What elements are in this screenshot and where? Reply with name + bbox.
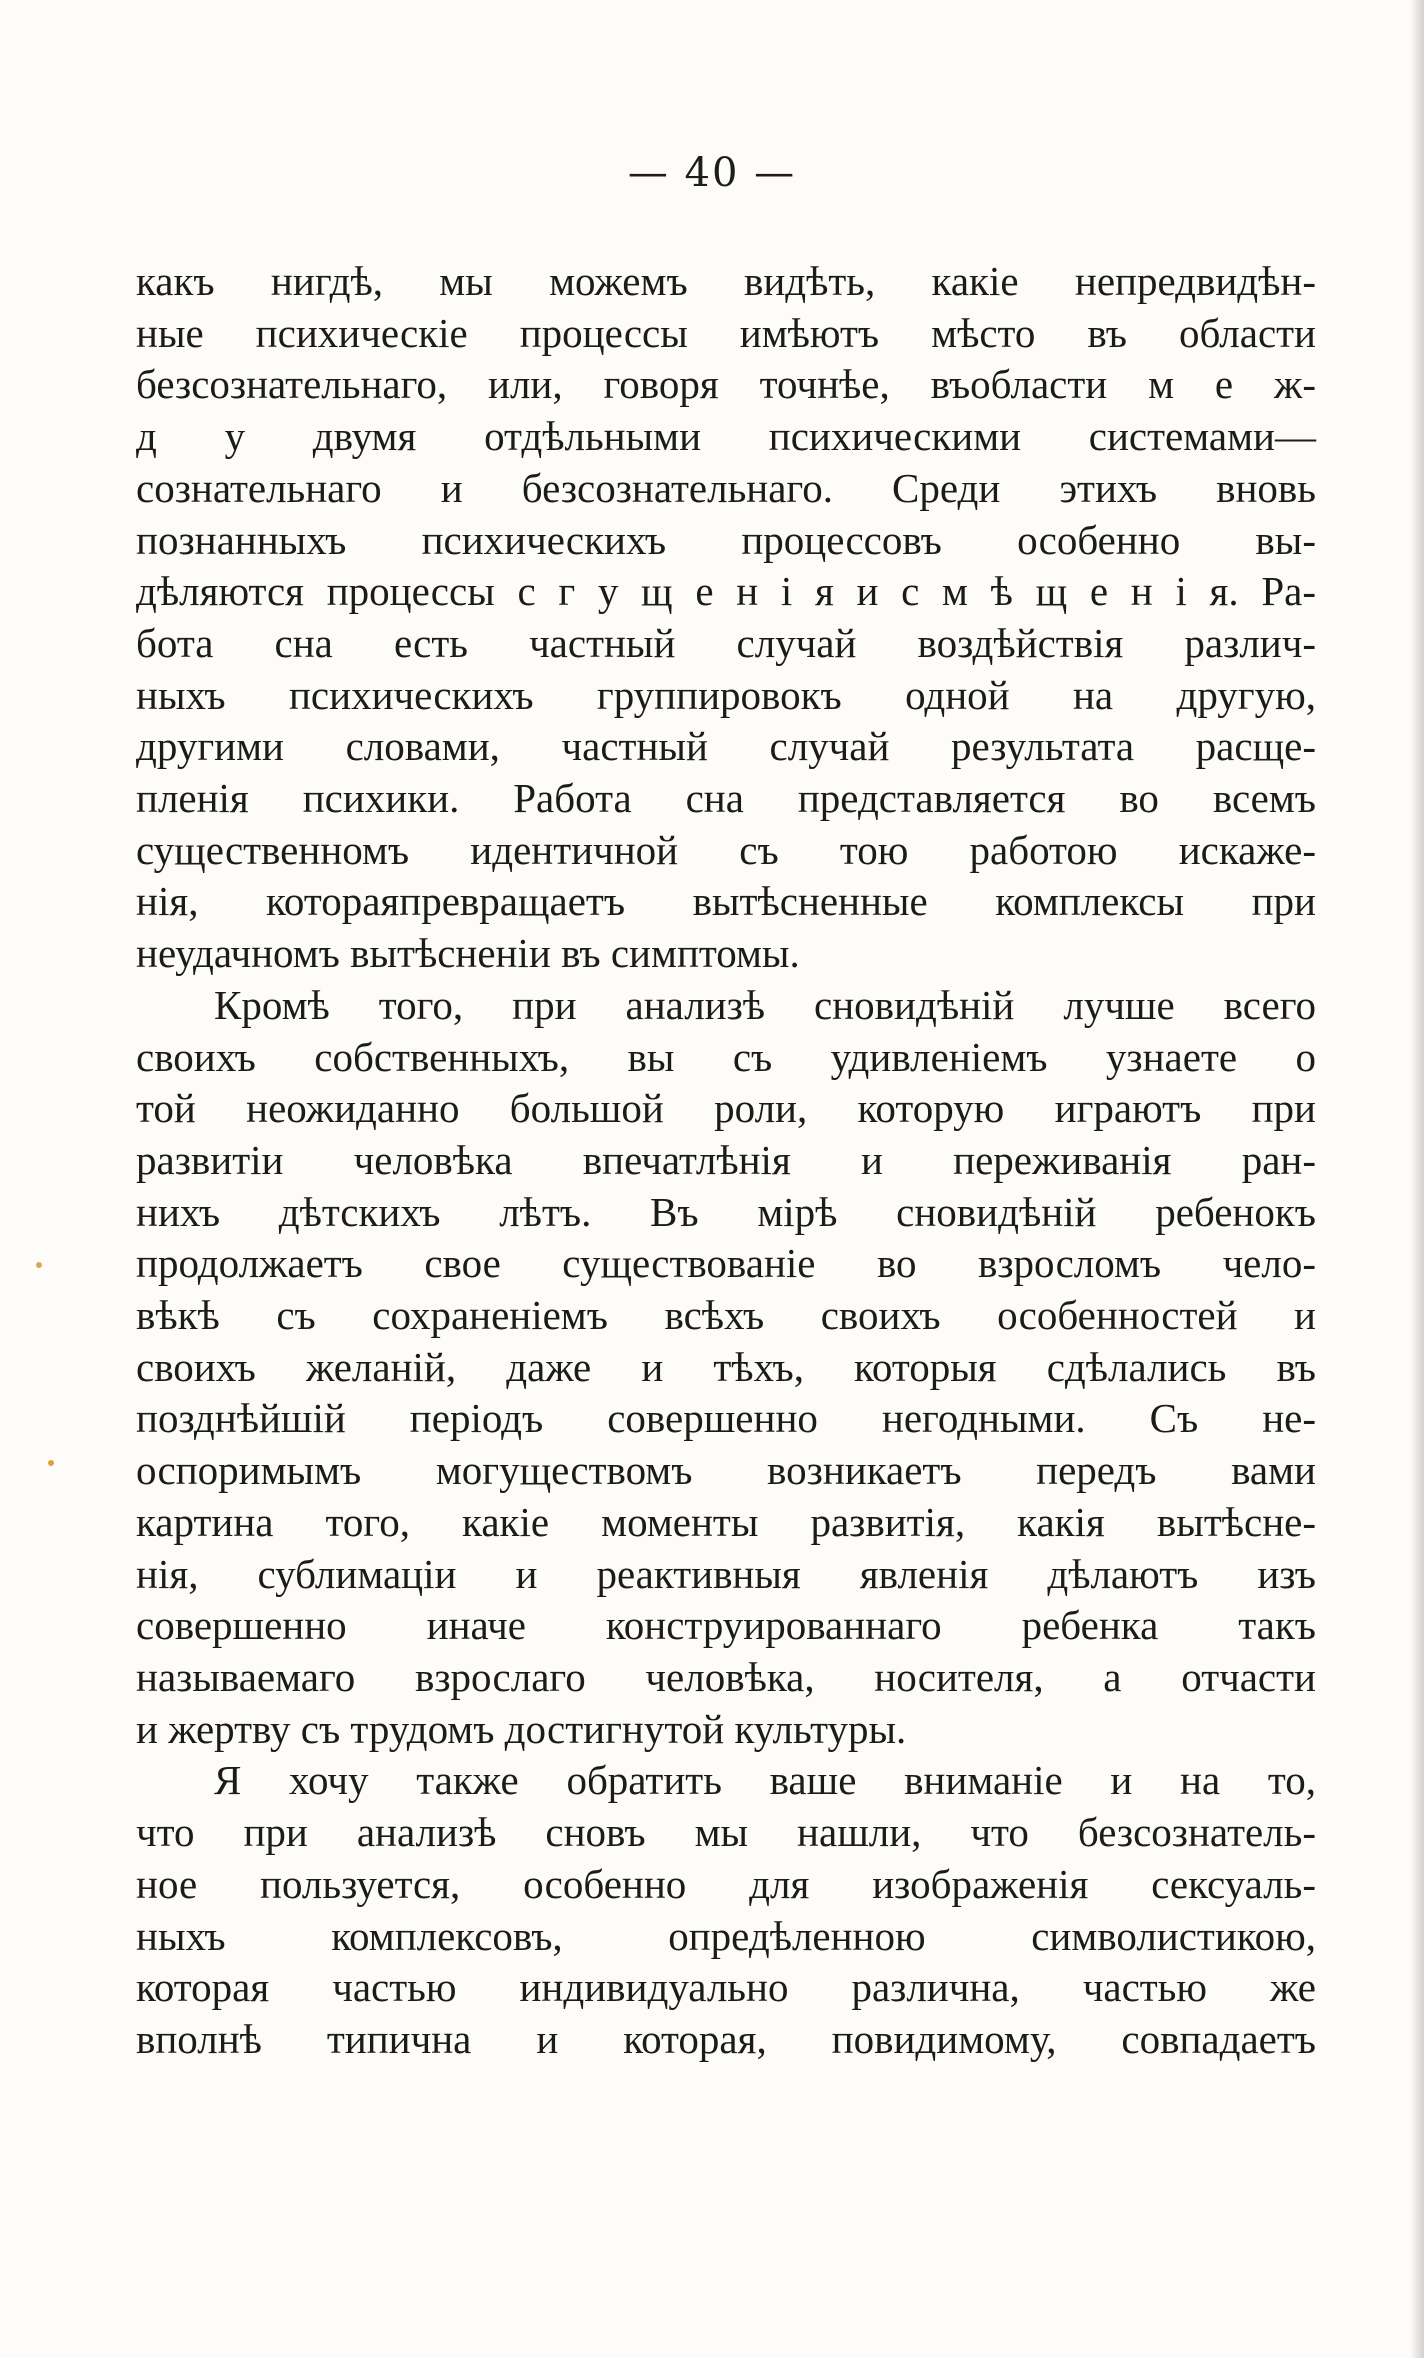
text-line: ныхъ психическихъ группировокъ одной на другую, xyxy=(136,671,1316,718)
paragraph-1 xyxy=(136,256,1316,980)
text-line: позднѣйшій періодъ совершенно негодными. Съ не- xyxy=(136,1395,1316,1442)
text-line: совершенно иначе конструированнаго ребенка такъ xyxy=(136,1602,1316,1649)
text-line: существенномъ идентичной съ тою работою искаже- xyxy=(136,826,1316,873)
text-line: пленія психики. Работа сна представляется во всемъ xyxy=(136,775,1316,822)
text-line: которая частью индивидуально различна, частью же xyxy=(136,1964,1316,2011)
text-line: бота сна есть частный случай воздѣйствія различ- xyxy=(136,619,1316,666)
page-number: — 40 — xyxy=(627,150,797,196)
text-line: своихъ собственныхъ, вы съ удивленіемъ узнаете о xyxy=(136,1033,1316,1080)
ink-speck xyxy=(36,1262,42,1268)
text-line: ное пользуется, особенно для изображенія сексуаль- xyxy=(136,1860,1316,1907)
text-line: что при анализѣ сновъ мы нашли, что безсознатель- xyxy=(136,1809,1316,1856)
text-line: нія, котораяпревращаетъ вытѣсненные комплексы при xyxy=(136,878,1316,925)
page-edge-shadow xyxy=(1410,0,1424,2358)
text-line: познанныхъ психическихъ процессовъ особенно вы- xyxy=(136,516,1316,563)
text-line: ные психическіе процессы имѣютъ мѣсто въ области xyxy=(136,309,1316,356)
text-line: той неожиданно большой роли, которую играютъ при xyxy=(136,1085,1316,1132)
ink-speck xyxy=(48,1460,54,1466)
body-text xyxy=(136,256,1316,2066)
text-line: вполнѣ типична и которая, повидимому, совпадаетъ xyxy=(136,2015,1316,2062)
text-line: нихъ дѣтскихъ лѣтъ. Въ мірѣ сновидѣній ребенокъ xyxy=(136,1188,1316,1235)
text-line: другими словами, частный случай результата расще- xyxy=(136,723,1316,770)
paragraph-2 xyxy=(136,980,1316,1756)
text-line: оспоримымъ могуществомъ возникаетъ передъ вами xyxy=(136,1447,1316,1494)
text-line: безсознательнаго, или, говоря точнѣе, въобласти м е ж- xyxy=(136,361,1316,408)
text-line: ныхъ комплексовъ, опредѣленною символистикою, xyxy=(136,1912,1316,1959)
text-line: дѣляются процессы с г у щ е н і я и с м ѣ щ е н і я. Ра- xyxy=(136,568,1316,615)
text-line: Кромѣ того, при анализѣ сновидѣній лучше всего xyxy=(214,981,1316,1028)
text-line: и жертву съ трудомъ достигнутой культуры. xyxy=(136,1705,907,1752)
text-line: неудачномъ вытѣсненіи въ симптомы. xyxy=(136,930,800,977)
text-line: вѣкѣ съ сохраненіемъ всѣхъ своихъ особенностей и xyxy=(136,1292,1316,1339)
text-line: д у двумя отдѣльными психическими системами— xyxy=(136,413,1316,460)
text-line: сознательнаго и безсознательнаго. Среди этихъ вновь xyxy=(136,464,1316,511)
text-line: развитіи человѣка впечатлѣнія и переживанія ран- xyxy=(136,1136,1316,1183)
text-line: нія, сублимаціи и реактивныя явленія дѣлаютъ изъ xyxy=(136,1550,1316,1597)
text-line: картина того, какіе моменты развитія, какія вытѣсне- xyxy=(136,1498,1316,1545)
text-line: называемаго взрослаго человѣка, носителя, а отчасти xyxy=(136,1653,1316,1700)
text-line: своихъ желаній, даже и тѣхъ, которыя сдѣлались въ xyxy=(136,1343,1316,1390)
text-line: какъ нигдѣ, мы можемъ видѣть, какіе непредвидѣн- xyxy=(136,258,1316,304)
paragraph-3 xyxy=(136,1755,1316,2065)
text-line: продолжаетъ свое существованіе во взросломъ чело- xyxy=(136,1240,1316,1287)
text-line: Я хочу также обратить ваше вниманіе и на то, xyxy=(214,1757,1316,1804)
